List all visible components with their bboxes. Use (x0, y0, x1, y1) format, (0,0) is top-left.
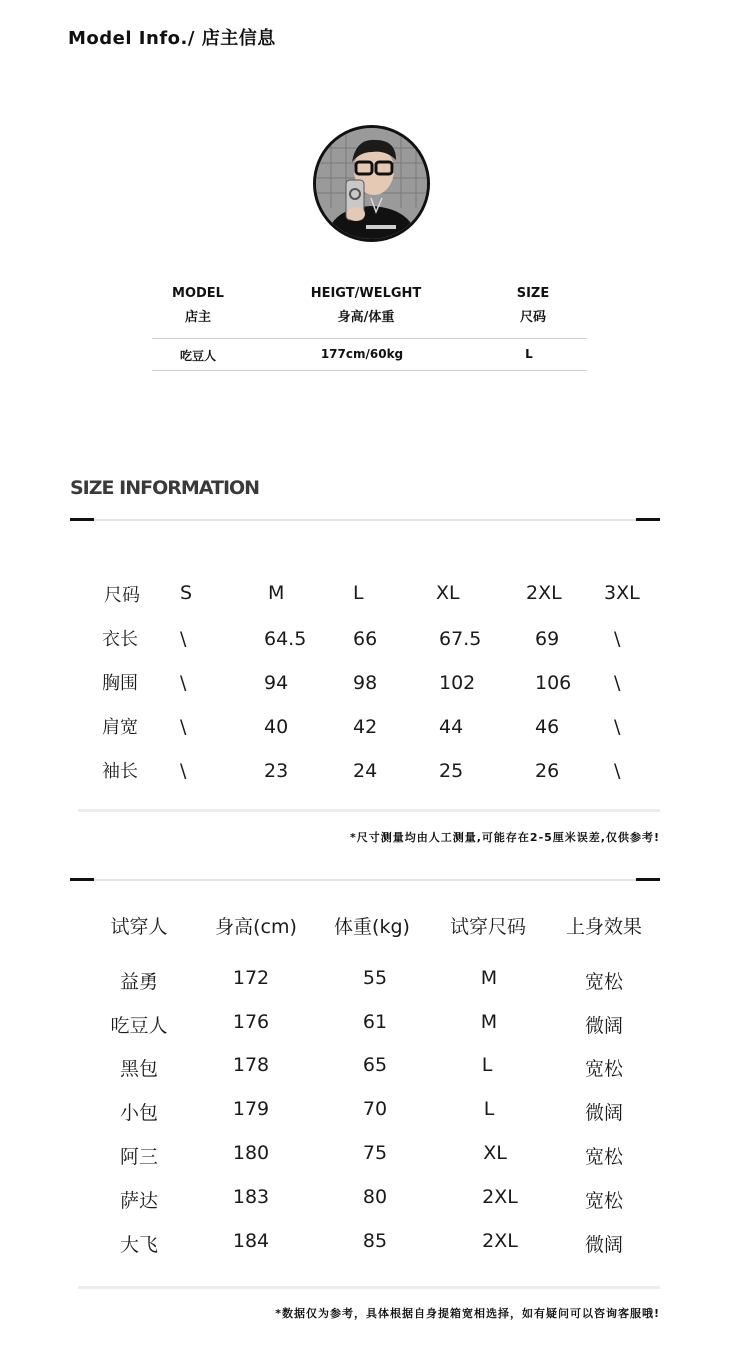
size-cell: 46 (535, 716, 560, 738)
size-cell: L (525, 347, 533, 361)
size-header-en: SIZE (516, 286, 550, 301)
tryon-cell: 大飞 (119, 1234, 158, 1256)
tryon-cell: 179 (232, 1098, 270, 1120)
size-cell: 98 (353, 672, 378, 694)
divider-accent-right (636, 518, 660, 521)
tryon-header: 身高(cm) (215, 916, 297, 938)
height-weight-col-header (286, 282, 446, 330)
size-table-header: L (353, 582, 364, 604)
height-weight-header-en: HEIGT/WELGHT (310, 286, 422, 301)
tryon-header: 上身效果 (565, 916, 642, 938)
tryon-header: 体重(kg) (334, 916, 410, 938)
tryon-cell: 176 (232, 1011, 270, 1033)
section-divider (78, 1286, 660, 1289)
size-cell: \ (180, 672, 187, 694)
model-header-en: MODEL (172, 286, 224, 301)
tryon-cell: 172 (232, 967, 270, 989)
tryon-cell: 吃豆人 (110, 1015, 168, 1037)
divider-accent-right (636, 878, 660, 881)
divider (152, 370, 587, 371)
size-cell: 69 (535, 628, 560, 650)
tryon-cell: 微阔 (584, 1102, 623, 1124)
size-cell: 25 (439, 760, 464, 782)
size-cell: 64.5 (264, 628, 307, 650)
tryon-cell: 宽松 (584, 971, 623, 993)
size-row-label: 袖长 (102, 761, 138, 782)
size-header-zh: 尺码 (519, 310, 546, 325)
size-cell: \ (614, 760, 621, 782)
tryon-cell: 黑包 (119, 1058, 158, 1080)
tryon-cell: 183 (232, 1186, 270, 1208)
tryon-cell: 小包 (119, 1102, 158, 1124)
size-cell: 66 (353, 628, 378, 650)
tryon-cell: 70 (362, 1098, 388, 1120)
model-header-zh: 店主 (184, 310, 211, 325)
tryon-cell: 65 (362, 1054, 388, 1076)
size-cell: 26 (535, 760, 560, 782)
size-table-header-label: 尺码 (104, 585, 140, 606)
tryon-cell: M (480, 967, 498, 989)
tryon-cell: M (480, 1011, 498, 1033)
model-name-cell: 吃豆人 (179, 349, 216, 363)
tryon-cell: 宽松 (584, 1190, 623, 1212)
size-cell: 40 (264, 716, 289, 738)
size-row-label: 胸围 (102, 673, 138, 694)
section-divider (70, 519, 660, 521)
size-table-header: XL (436, 582, 460, 604)
model-photo (316, 128, 427, 239)
size-cell: 42 (353, 716, 378, 738)
height-weight-cell: 177cm/60kg (320, 347, 404, 361)
size-cell: 106 (535, 672, 572, 694)
tryon-cell: 85 (362, 1230, 388, 1252)
tryon-cell: 80 (362, 1186, 388, 1208)
tryon-cell: XL (483, 1142, 507, 1164)
section-divider (70, 879, 660, 881)
page-title: Model Info./ 店主信息 (68, 28, 276, 49)
size-cell: \ (180, 716, 187, 738)
tryon-header: 试穿尺码 (449, 916, 526, 938)
size-cell: 24 (353, 760, 378, 782)
tryon-cell: 178 (232, 1054, 270, 1076)
tryon-cell: 萨达 (119, 1190, 158, 1212)
model-col-header (118, 282, 278, 330)
tryon-cell: L (483, 1098, 495, 1120)
size-table-header: 2XL (526, 582, 562, 604)
size-cell: 23 (264, 760, 289, 782)
divider (152, 338, 587, 339)
tryon-cell: 2XL (482, 1230, 518, 1252)
size-table-header: M (268, 582, 285, 604)
tryon-cell: 75 (362, 1142, 388, 1164)
divider-accent-left (70, 878, 94, 881)
tryon-cell: 184 (232, 1230, 270, 1252)
section-divider (78, 809, 660, 812)
tryon-cell: 55 (362, 967, 388, 989)
tryon-cell: 2XL (482, 1186, 518, 1208)
tryon-cell: 阿三 (119, 1146, 158, 1168)
tryon-cell: 180 (232, 1142, 270, 1164)
divider-accent-left (70, 518, 94, 521)
size-cell: 102 (439, 672, 476, 694)
size-cell: \ (180, 628, 187, 650)
tryon-cell: 宽松 (584, 1146, 623, 1168)
size-row-label: 衣长 (102, 629, 138, 650)
size-cell: \ (614, 672, 621, 694)
tryon-disclaimer: *数据仅为参考，具体根据自身提箱宽相选择，如有疑问可以咨询客服哦! (275, 1307, 660, 1320)
size-cell: \ (614, 716, 621, 738)
size-cell: 94 (264, 672, 289, 694)
size-row-label: 肩宽 (102, 717, 138, 738)
size-col-header (453, 282, 613, 330)
tryon-cell: 微阔 (584, 1015, 623, 1037)
size-table-header: S (180, 582, 193, 604)
tryon-cell: 61 (362, 1011, 388, 1033)
size-cell: 44 (439, 716, 464, 738)
size-info-heading: SIZE INFORMATION (70, 477, 260, 499)
model-avatar (313, 125, 430, 242)
tryon-header: 试穿人 (110, 916, 168, 938)
tryon-cell: 益勇 (119, 971, 158, 993)
tryon-cell: 微阔 (584, 1234, 623, 1256)
tryon-cell: 宽松 (584, 1058, 623, 1080)
size-cell: \ (180, 760, 187, 782)
tryon-cell: L (481, 1054, 493, 1076)
size-cell: 67.5 (439, 628, 482, 650)
height-weight-header-zh: 身高/体重 (337, 310, 395, 325)
size-table-header: 3XL (604, 582, 640, 604)
size-cell: \ (614, 628, 621, 650)
size-disclaimer: *尺寸测量均由人工测量,可能存在2-5厘米误差,仅供参考! (350, 831, 660, 844)
